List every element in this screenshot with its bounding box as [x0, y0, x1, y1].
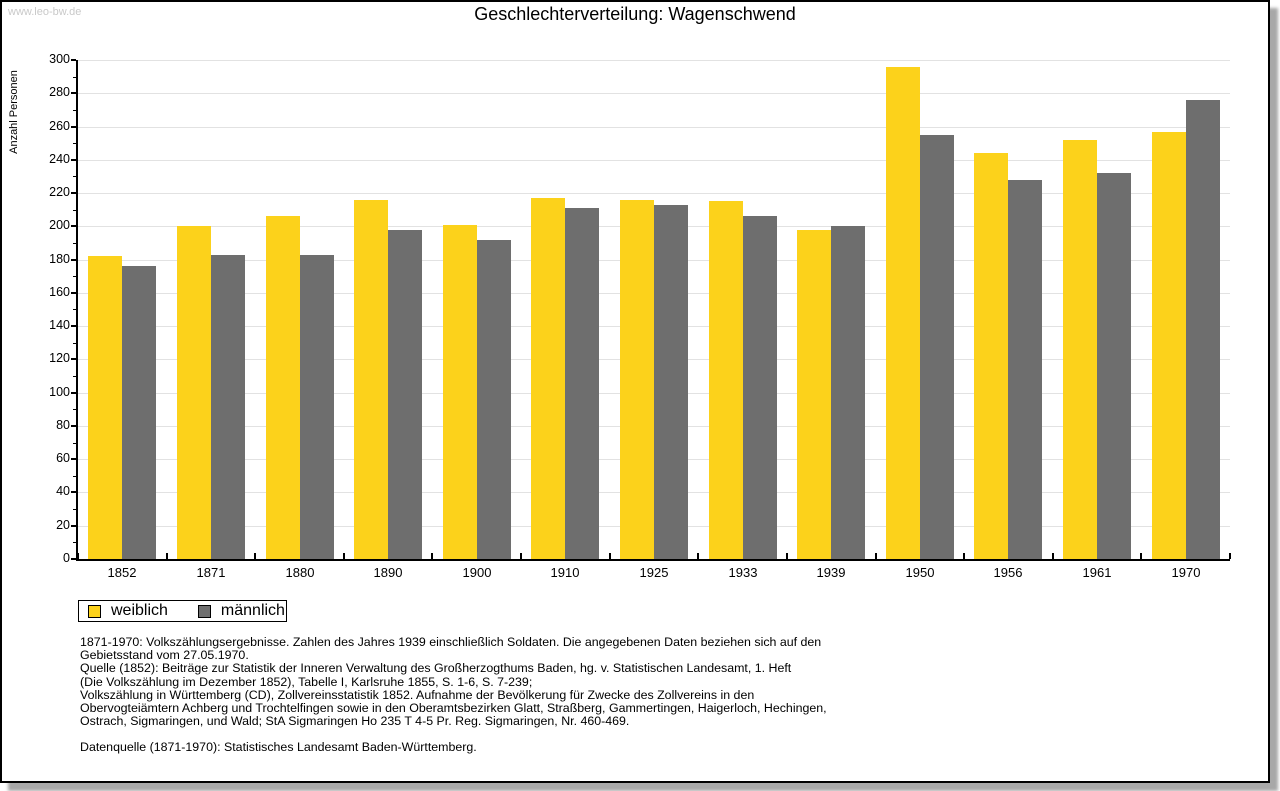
site-watermark: www.leo-bw.de — [8, 6, 82, 18]
x-tick — [697, 553, 699, 559]
legend-label-weiblich: weiblich — [111, 602, 168, 619]
footnote-line: Volkszählung in Württemberg (CD), Zollvereinsstatistik 1852. Aufnahme der Bevölkerung für Zwecke des Zollvereins in den — [80, 687, 755, 702]
x-label-1910: 1910 — [550, 565, 580, 580]
x-tick — [77, 553, 79, 559]
bar-weiblich-1910 — [531, 198, 565, 559]
y-minor-tick-30 — [73, 509, 76, 510]
y-major-tick-140 — [71, 325, 76, 327]
legend-swatch-maennlich — [198, 605, 211, 618]
x-tick — [875, 553, 877, 559]
y-tick-label-0: 0 — [63, 551, 70, 565]
y-tick-label-240: 240 — [49, 152, 70, 166]
y-minor-tick-230 — [73, 176, 76, 177]
y-gridline-220 — [78, 193, 1230, 194]
y-major-tick-20 — [71, 525, 76, 527]
bar-männlich-1880 — [300, 255, 334, 559]
y-tick-label-40: 40 — [56, 484, 70, 498]
y-tick-label-140: 140 — [49, 318, 70, 332]
y-minor-tick-270 — [73, 110, 76, 111]
bar-männlich-1933 — [743, 216, 777, 559]
y-major-tick-80 — [71, 425, 76, 427]
bar-weiblich-1871 — [177, 226, 211, 559]
x-tick — [166, 553, 168, 559]
y-tick-label-80: 80 — [56, 418, 70, 432]
x-tick — [1229, 553, 1231, 559]
y-gridline-300 — [78, 60, 1230, 61]
x-tick — [609, 553, 611, 559]
bar-männlich-1939 — [831, 226, 865, 559]
y-gridline-240 — [78, 160, 1230, 161]
bar-männlich-1910 — [565, 208, 599, 559]
y-major-tick-60 — [71, 458, 76, 460]
x-axis-line — [76, 559, 1230, 561]
chart-title: Geschlechterverteilung: Wagenschwend — [474, 4, 796, 24]
legend-label-maennlich: männlich — [220, 602, 285, 619]
bar-männlich-1925 — [654, 205, 688, 559]
x-label-1890: 1890 — [373, 565, 403, 580]
bar-männlich-1900 — [477, 240, 511, 559]
y-major-tick-300 — [71, 59, 76, 61]
x-tick — [963, 553, 965, 559]
x-label-1852: 1852 — [107, 565, 137, 580]
bar-weiblich-1852 — [88, 256, 122, 559]
y-minor-tick-250 — [73, 143, 76, 144]
x-label-1950: 1950 — [905, 565, 935, 580]
footnote-line: Quelle (1852): Beiträge zur Statistik der Inneren Verwaltung des Großherzogthums Baden, hg. v. Statistischen Landesamt, 1. Heft — [80, 661, 792, 676]
y-tick-label-180: 180 — [49, 252, 70, 266]
y-tick-label-20: 20 — [56, 518, 70, 532]
legend-swatch-weiblich — [88, 605, 101, 618]
bar-weiblich-1970 — [1152, 132, 1186, 559]
bar-weiblich-1950 — [886, 67, 920, 559]
y-tick-label-260: 260 — [49, 119, 70, 133]
y-gridline-260 — [78, 127, 1230, 128]
y-major-tick-160 — [71, 292, 76, 294]
y-tick-label-120: 120 — [49, 351, 70, 365]
y-axis-title: Anzahl Personen — [8, 70, 20, 154]
y-minor-tick-290 — [73, 77, 76, 78]
y-axis-line — [76, 60, 78, 561]
y-major-tick-100 — [71, 392, 76, 394]
x-label-1900: 1900 — [462, 565, 492, 580]
bar-weiblich-1900 — [443, 225, 477, 559]
y-minor-tick-90 — [73, 409, 76, 410]
x-tick — [343, 553, 345, 559]
legend-item-maennlich — [198, 602, 285, 620]
footnote-line: Gebietsstand vom 27.05.1970. — [80, 648, 249, 663]
y-major-tick-120 — [71, 358, 76, 360]
y-minor-tick-50 — [73, 476, 76, 477]
y-tick-label-100: 100 — [49, 385, 70, 399]
bar-männlich-1970 — [1186, 100, 1220, 559]
bar-weiblich-1925 — [620, 200, 654, 559]
y-tick-label-160: 160 — [49, 285, 70, 299]
x-tick — [1052, 553, 1054, 559]
x-label-1871: 1871 — [196, 565, 226, 580]
x-label-1933: 1933 — [728, 565, 758, 580]
x-label-1956: 1956 — [993, 565, 1023, 580]
x-tick — [431, 553, 433, 559]
bar-männlich-1961 — [1097, 173, 1131, 559]
y-tick-label-60: 60 — [56, 451, 70, 465]
chart-legend — [78, 600, 287, 622]
bar-weiblich-1933 — [709, 201, 743, 559]
y-major-tick-240 — [71, 159, 76, 161]
footnotes — [80, 636, 827, 755]
x-label-1925: 1925 — [639, 565, 669, 580]
footnote-line: Obervogteiämtern Achberg und Trochtelfingen sowie in den Oberamtsbezirken Glatt, Straßberg, Gammertingen, Haigerloch, Hechingen, — [80, 701, 827, 716]
y-major-tick-40 — [71, 491, 76, 493]
y-minor-tick-10 — [73, 542, 76, 543]
y-minor-tick-110 — [73, 376, 76, 377]
y-major-tick-280 — [71, 92, 76, 94]
x-label-1880: 1880 — [285, 565, 315, 580]
y-tick-label-300: 300 — [49, 52, 70, 66]
y-gridline-280 — [78, 93, 1230, 94]
bar-weiblich-1961 — [1063, 140, 1097, 559]
y-minor-tick-150 — [73, 309, 76, 310]
y-major-tick-220 — [71, 192, 76, 194]
legend-item-weiblich — [88, 602, 168, 620]
x-label-1970: 1970 — [1171, 565, 1201, 580]
bar-männlich-1950 — [920, 135, 954, 559]
y-major-tick-180 — [71, 259, 76, 261]
datasource-line: Datenquelle (1871-1970): Statistisches Landesamt Baden-Württemberg. — [80, 740, 477, 755]
y-tick-label-280: 280 — [49, 85, 70, 99]
y-minor-tick-130 — [73, 343, 76, 344]
y-tick-label-200: 200 — [49, 218, 70, 232]
y-tick-label-220: 220 — [49, 185, 70, 199]
footnote-line: Ostrach, Sigmaringen, und Wald; StA Sigmaringen Ho 235 T 4-5 Pr. Reg. Sigmaringen, Nr. 460-469. — [80, 714, 630, 729]
x-label-1961: 1961 — [1082, 565, 1112, 580]
y-major-tick-200 — [71, 225, 76, 227]
bar-weiblich-1939 — [797, 230, 831, 559]
bar-weiblich-1880 — [266, 216, 300, 559]
bar-männlich-1852 — [122, 266, 156, 559]
bar-männlich-1956 — [1008, 180, 1042, 559]
y-major-tick-0 — [71, 558, 76, 560]
x-tick — [786, 553, 788, 559]
y-major-tick-260 — [71, 126, 76, 128]
x-label-1939: 1939 — [816, 565, 846, 580]
bar-männlich-1871 — [211, 255, 245, 559]
y-minor-tick-190 — [73, 243, 76, 244]
bar-weiblich-1956 — [974, 153, 1008, 559]
footnote-line: 1871-1970: Volkszählungsergebnisse. Zahlen des Jahres 1939 einschließlich Soldaten. Die angegebenen Daten beziehen sich auf den — [80, 635, 822, 649]
y-minor-tick-70 — [73, 443, 76, 444]
x-tick — [520, 553, 522, 559]
bar-weiblich-1890 — [354, 200, 388, 559]
y-minor-tick-210 — [73, 210, 76, 211]
bar-männlich-1890 — [388, 230, 422, 559]
footnote-line: (Die Volkszählung im Dezember 1852), Tabelle I, Karlsruhe 1855, S. 1-6, S. 7-239; — [80, 674, 533, 689]
y-minor-tick-170 — [73, 276, 76, 277]
x-tick — [1140, 553, 1142, 559]
x-tick — [254, 553, 256, 559]
